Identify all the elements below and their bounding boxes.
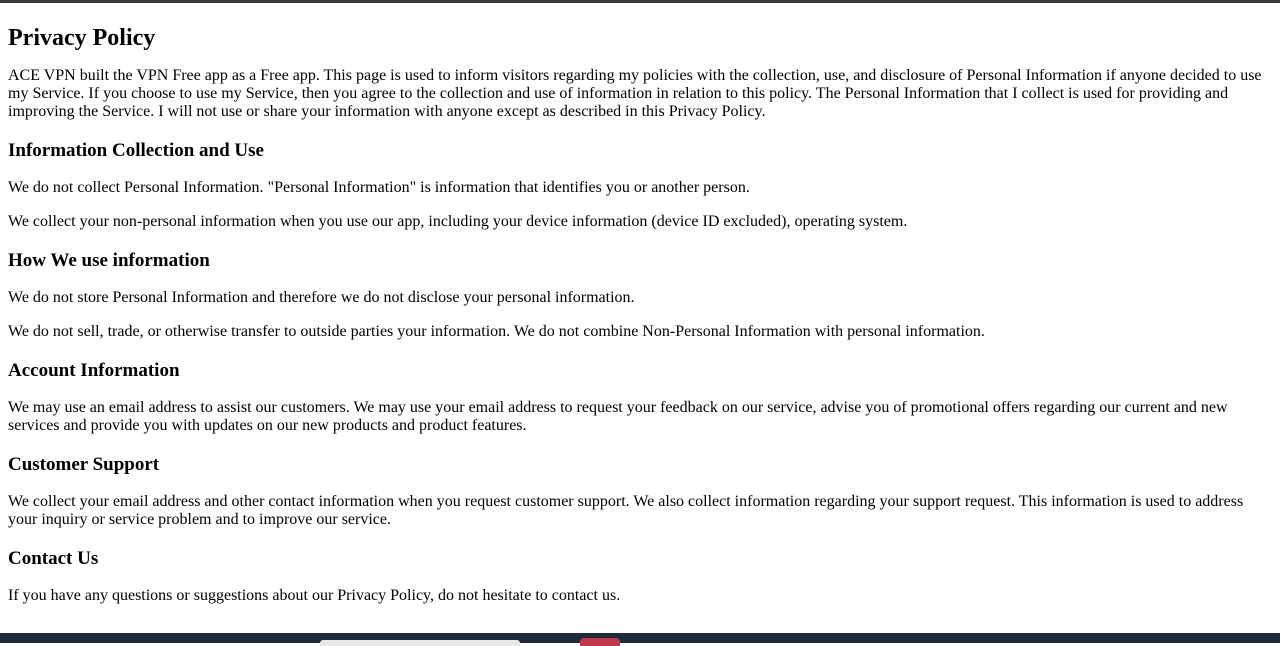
section-heading-customer-support: Customer Support xyxy=(8,454,160,475)
section-heading-how-we-use: How We use information xyxy=(8,250,210,271)
section-paragraph: We do not collect Personal Information. "Personal Information" is information that identifies you or another person. xyxy=(8,179,750,196)
taskbar-search-box[interactable] xyxy=(320,640,520,646)
page-title: Privacy Policy xyxy=(8,25,156,51)
section-paragraph: We collect your email address and other contact information when you request customer support. We also collect information regarding your support request. This information is used to address your inquiry or service problem and to improve our service. xyxy=(8,493,1244,528)
page-content xyxy=(8,3,1270,605)
section-paragraph: We do not sell, trade, or otherwise transfer to outside parties your information. We do not combine Non-Personal Information with personal information. xyxy=(8,323,985,340)
section-paragraph: We may use an email address to assist our customers. We may use your email address to request your feedback on our service, advise you of promotional offers regarding our current and new services and provide you with updates on our new products and product features. xyxy=(8,399,1228,434)
section-paragraph: If you have any questions or suggestions about our Privacy Policy, do not hesitate to contact us. xyxy=(8,587,621,604)
section-heading-account-information: Account Information xyxy=(8,360,180,381)
taskbar-app-icon[interactable] xyxy=(580,638,620,646)
section-paragraph: We collect your non-personal information when you use our app, including your device information (device ID excluded), operating system. xyxy=(8,213,908,230)
section-heading-information-collection: Information Collection and Use xyxy=(8,140,264,161)
section-heading-contact-us: Contact Us xyxy=(8,548,99,569)
intro-paragraph: ACE VPN built the VPN Free app as a Free app. This page is used to inform visitors regarding my policies with the collection, use, and disclosure of Personal Information if anyone decided to use my Service. If you choose to use my Service, then you agree to the collection and use of information in relation to this policy. The Personal Information that I collect is used for providing and improving the Service. I will not use or share your information with anyone except as described in this Privacy Policy. xyxy=(8,67,1262,120)
section-paragraph: We do not store Personal Information and therefore we do not disclose your personal information. xyxy=(8,289,635,306)
taskbar xyxy=(0,633,1280,643)
